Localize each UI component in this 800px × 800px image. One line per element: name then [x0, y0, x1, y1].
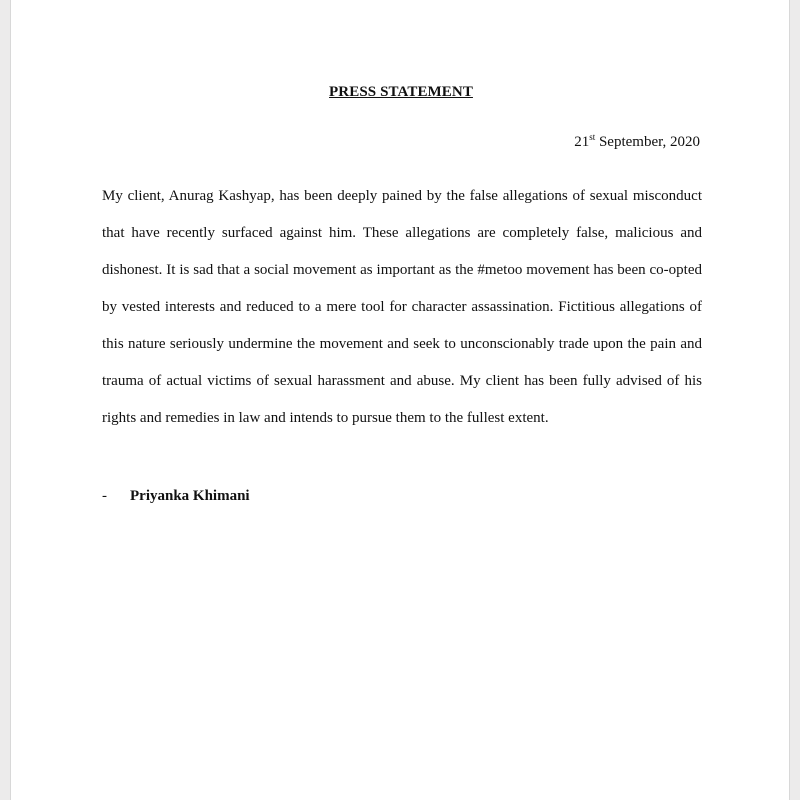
signature [102, 488, 250, 505]
document-page [10, 0, 790, 800]
signature-name: Priyanka Khimani [130, 488, 250, 504]
date-day: 21 [574, 134, 590, 150]
signature-dash: - [102, 488, 107, 504]
statement-date [574, 134, 700, 151]
page-title: PRESS STATEMENT [329, 84, 473, 100]
date-suffix: st [589, 132, 596, 142]
date-rest: September, 2020 [595, 134, 700, 150]
statement-body: My client, Anurag Kashyap, has been deeply pained by the false allegations of sexual misconduct that have recently surfaced against him. These allegations are completely false, malicious and dishonest. It is sad that a social movement as important as the #metoo movement has been co-opted by vested interests and reduced to a mere tool for character assassination. Fictitious allegations of this nature seriously undermine the movement and seek to unconscionably trade upon the pain and trauma of actual victims of sexual harassment and abuse. My client has been fully advised of his rights and remedies in law and intends to pursue them to the fullest extent. [102, 188, 702, 426]
